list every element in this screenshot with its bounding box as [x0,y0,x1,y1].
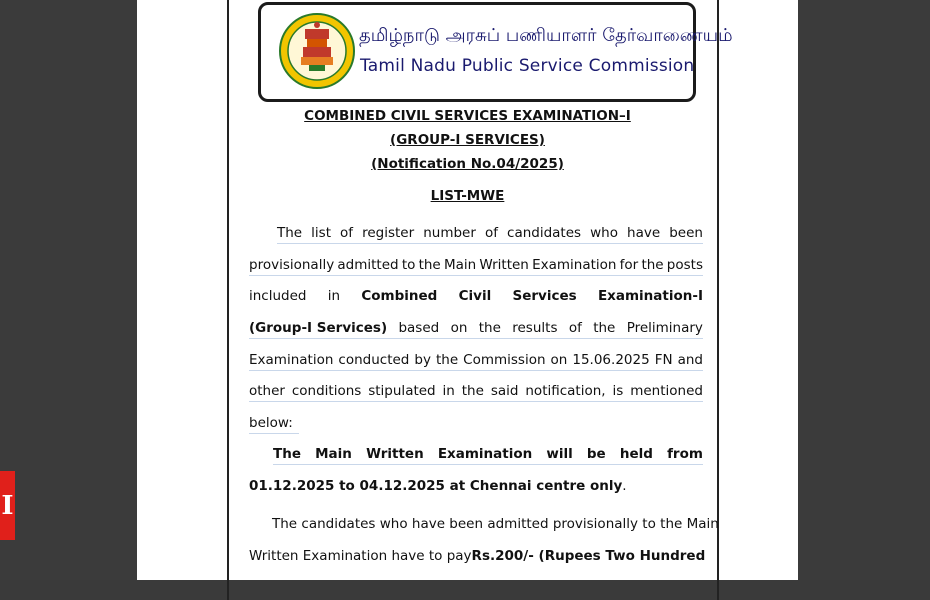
para1-line2: provisionally admitted to the Main Written Examination for the posts [249,255,703,276]
para1-line3: included in Combined Civil Services Examination-I [249,288,703,304]
para2-line1: The Main Written Examination will be held from [273,444,703,465]
org-name-tamil: தமிழ்நாடு அரசுப் பணியாளர் தேர்வாணையம் [359,25,733,46]
list-title: LIST-MWE [430,188,505,204]
exam-title: COMBINED CIVIL SERVICES EXAMINATION–I [304,108,631,124]
group-title: (GROUP-I SERVICES) [390,132,545,148]
para1-line6: other conditions stipulated in the said notification, is mentioned [249,381,703,402]
para1-line5: Examination conducted by the Commission on 15.06.2025 FN and [249,350,703,371]
state-emblem-icon [279,9,355,93]
para2-line2: 01.12.2025 to 04.12.2025 at Chennai centre only . [249,478,627,494]
document-page [137,0,798,580]
side-tab-badge[interactable]: I [0,471,15,540]
para1-line1: The list of register number of candidates who have been [277,223,703,244]
para1-line7: below: [249,413,299,434]
para3-line2: Written Examination have to pay Rs.200/- (Rupees Two Hundred [249,548,706,564]
para1-line4: (Group-I Services) based on the results of the Preliminary [249,318,703,339]
org-name-english: Tamil Nadu Public Service Commission [360,56,695,76]
notification-number: (Notification No.04/2025) [371,156,564,172]
para3-line1: The candidates who have been admitted provisionally to the Main [272,516,719,532]
org-header [258,2,733,102]
